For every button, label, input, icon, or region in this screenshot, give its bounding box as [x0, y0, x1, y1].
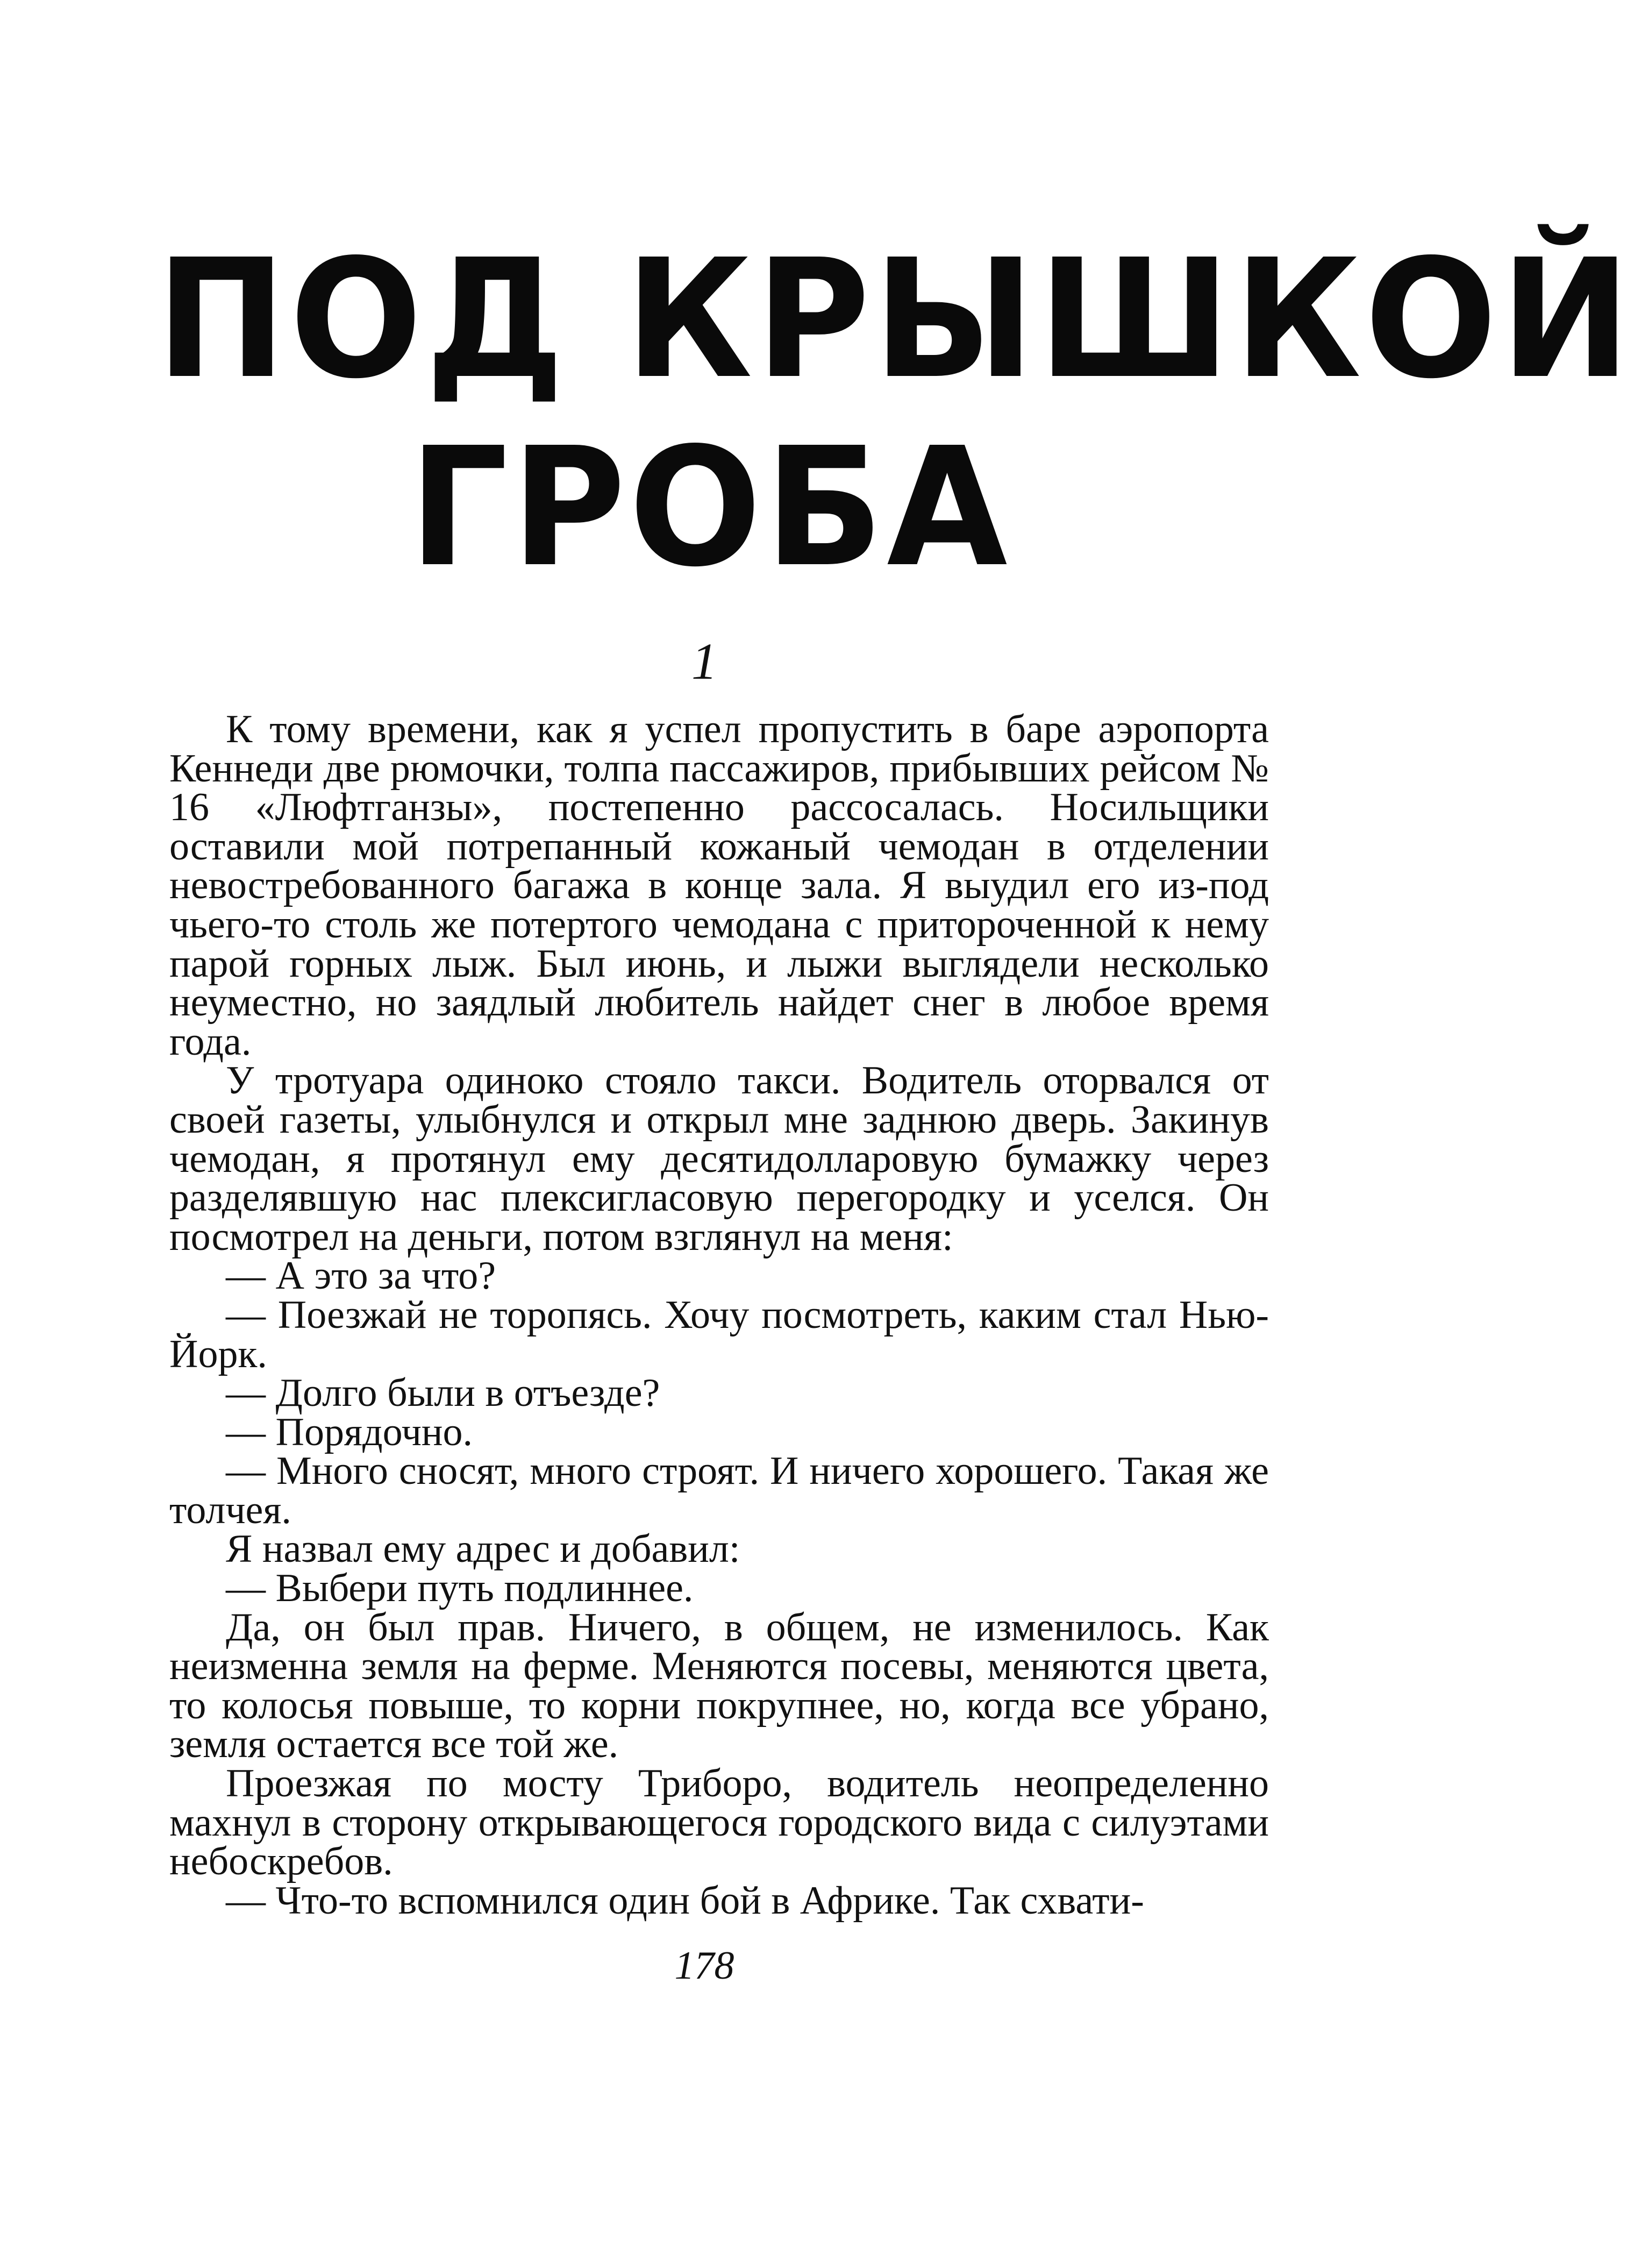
paragraph: Я назвал ему адрес и добавил:	[226, 1527, 740, 1572]
dialogue-line: — Порядочно.	[226, 1410, 473, 1454]
dialogue-line: — Выбери путь подлиннее.	[226, 1566, 694, 1611]
paragraph: У тротуара одиноко стояло такси. Водитель оторвался от своей газеты, улыбнулся и открыл мне заднюю дверь. Закинув чемодан, я протянул ему десятидолларовую бумажку через разделявшую нас плексигласовую перегородку и уселся. Он посмотрел на деньги, потом взглянул на меня:	[169, 1058, 1269, 1259]
paragraph: Да, он был прав. Ничего, в общем, не изменилось. Как неизменна земля на ферме. Меняются посевы, меняются цвета, то колосья повыше, то корни покрупнее, но, когда все убрано, земля остается все той же.	[169, 1605, 1269, 1767]
dialogue-line: — Много сносят, много строят. И ничего хорошего. Такая же толчея.	[169, 1449, 1269, 1532]
paragraph: К тому времени, как я успел пропустить в баре аэропорта Кеннеди две рюмочки, толпа пассажиров, прибывших рейсом № 16 «Люфтганзы», постепенно рассосалась. Носильщики оставили мой потрепанный кожаный чемодан в отделении невостребованного багажа в конце зала. Я выудил его из-под чьего-то столь же потертого чемодана с приторочeнной к нему парой горных лыж. Был июнь, и лыжи выглядели несколько неуместно, но заядлый любитель найдет снег в любое время года.	[169, 707, 1269, 1064]
dialogue-line: — Долго были в отъезде?	[226, 1371, 660, 1416]
chapter-number: 1	[691, 632, 717, 690]
dialogue-line: — Поезжай не торопясь. Хочу посмотреть, каким стал Нью-Йорк.	[169, 1292, 1269, 1376]
title-line-1: ПОД КРЫШКОЙ	[156, 224, 1634, 415]
dialogue-line: — Что-то вспомнился один бой в Африке. Так схвати-	[226, 1878, 1144, 1923]
body-text	[169, 707, 1269, 1923]
dialogue-line: — А это за что?	[226, 1254, 496, 1298]
page-number: 178	[674, 1944, 734, 1988]
title-line-2: ГРОБА	[409, 413, 1011, 603]
paragraph: Проезжая по мосту Триборо, водитель неопределенно махнул в сторону открывающегося городского вида с силуэтами небоскребов.	[169, 1761, 1269, 1884]
